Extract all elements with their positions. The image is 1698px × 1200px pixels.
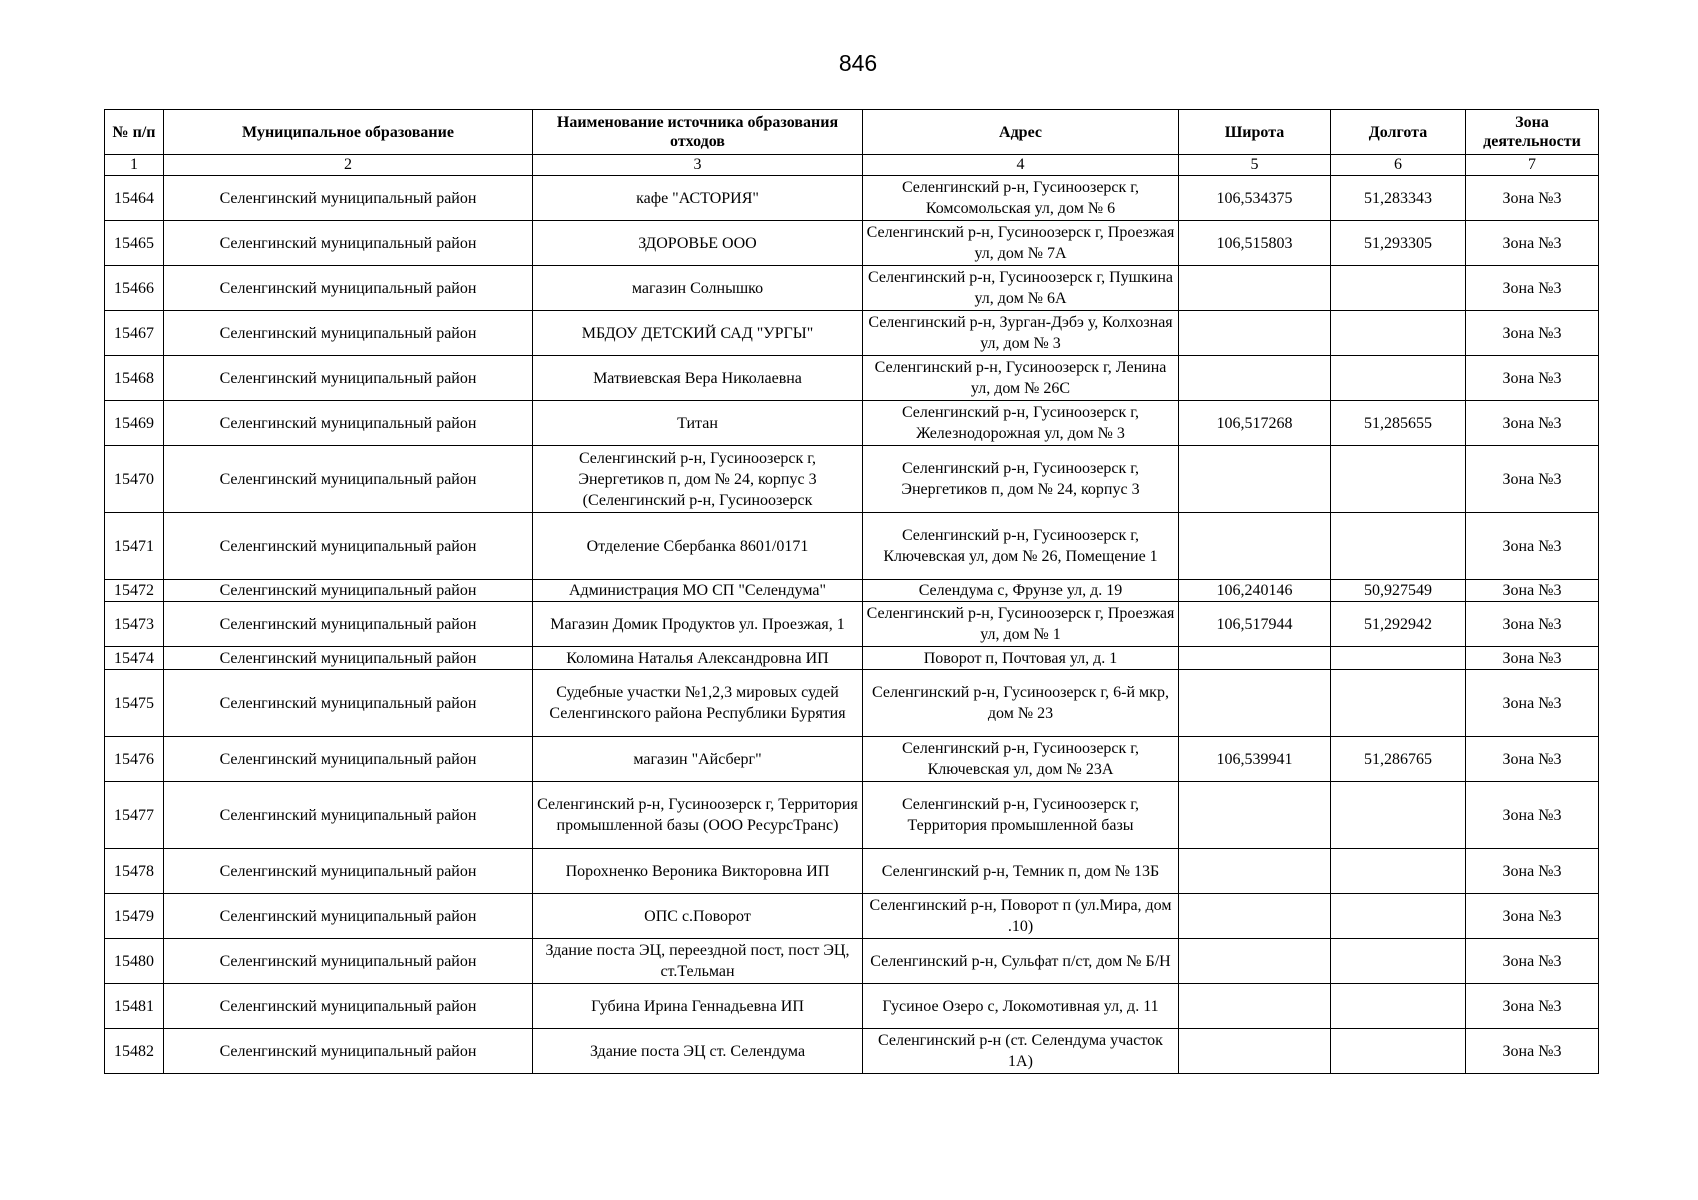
longitude — [1331, 356, 1466, 401]
municipality: Селенгинский муниципальный район — [164, 401, 533, 446]
longitude — [1331, 311, 1466, 356]
zone: Зона №3 — [1466, 356, 1599, 401]
zone: Зона №3 — [1466, 1029, 1599, 1074]
latitude: 106,534375 — [1179, 176, 1331, 221]
table-row — [105, 737, 1599, 782]
source-name: ОПС с.Поворот — [533, 894, 863, 939]
table-row — [105, 221, 1599, 266]
source-name: Отделение Сбербанка 8601/0171 — [533, 513, 863, 580]
municipality: Селенгинский муниципальный район — [164, 939, 533, 984]
longitude — [1331, 647, 1466, 670]
row-number: 15465 — [105, 221, 164, 266]
table-row — [105, 356, 1599, 401]
latitude — [1179, 670, 1331, 737]
address: Селенгинский р-н, Зурган-Дэбэ у, Колхозная ул, дом № 3 — [863, 311, 1179, 356]
zone: Зона №3 — [1466, 939, 1599, 984]
row-number: 15476 — [105, 737, 164, 782]
longitude — [1331, 513, 1466, 580]
municipality: Селенгинский муниципальный район — [164, 580, 533, 602]
latitude — [1179, 311, 1331, 356]
header-latitude: Широта — [1179, 110, 1331, 155]
municipality: Селенгинский муниципальный район — [164, 849, 533, 894]
column-number: 7 — [1466, 155, 1599, 176]
table-header-row — [105, 110, 1599, 155]
address: Селенгинский р-н, Гусиноозерск г, Проезжая ул, дом № 1 — [863, 602, 1179, 647]
longitude — [1331, 782, 1466, 849]
municipality: Селенгинский муниципальный район — [164, 446, 533, 513]
municipality: Селенгинский муниципальный район — [164, 670, 533, 737]
address: Селенгинский р-н, Гусиноозерск г, Ключевская ул, дом № 23А — [863, 737, 1179, 782]
address: Селенгинский р-н, Гусиноозерск г, Проезжая ул, дом № 7А — [863, 221, 1179, 266]
row-number: 15481 — [105, 984, 164, 1029]
municipality: Селенгинский муниципальный район — [164, 221, 533, 266]
address: Гусиное Озеро с, Локомотивная ул, д. 11 — [863, 984, 1179, 1029]
municipality: Селенгинский муниципальный район — [164, 266, 533, 311]
table-row — [105, 894, 1599, 939]
latitude — [1179, 894, 1331, 939]
table-row — [105, 513, 1599, 580]
latitude — [1179, 266, 1331, 311]
municipality: Селенгинский муниципальный район — [164, 176, 533, 221]
longitude: 51,293305 — [1331, 221, 1466, 266]
longitude — [1331, 670, 1466, 737]
address: Селенгинский р-н, Гусиноозерск г, Пушкина ул, дом № 6А — [863, 266, 1179, 311]
header-address: Адрес — [863, 110, 1179, 155]
table-row — [105, 984, 1599, 1029]
source-name: Администрация МО СП "Селендума" — [533, 580, 863, 602]
longitude: 51,292942 — [1331, 602, 1466, 647]
source-name: Здание поста ЭЦ ст. Селендума — [533, 1029, 863, 1074]
source-name: магазин "Айсберг" — [533, 737, 863, 782]
row-number: 15482 — [105, 1029, 164, 1074]
table-row — [105, 446, 1599, 513]
latitude — [1179, 1029, 1331, 1074]
table-row — [105, 266, 1599, 311]
zone: Зона №3 — [1466, 782, 1599, 849]
latitude — [1179, 356, 1331, 401]
municipality: Селенгинский муниципальный район — [164, 311, 533, 356]
municipality: Селенгинский муниципальный район — [164, 602, 533, 647]
address: Поворот п, Почтовая ул, д. 1 — [863, 647, 1179, 670]
header-municipality: Муниципальное образование — [164, 110, 533, 155]
source-name: Губина Ирина Геннадьевна ИП — [533, 984, 863, 1029]
table-row — [105, 647, 1599, 670]
latitude: 106,240146 — [1179, 580, 1331, 602]
latitude — [1179, 984, 1331, 1029]
row-number: 15474 — [105, 647, 164, 670]
table-row — [105, 311, 1599, 356]
latitude — [1179, 513, 1331, 580]
address: Селенгинский р-н, Гусиноозерск г, Энергетиков п, дом № 24, корпус 3 — [863, 446, 1179, 513]
address: Селенгинский р-н (ст. Селендума участок 1А) — [863, 1029, 1179, 1074]
municipality: Селенгинский муниципальный район — [164, 513, 533, 580]
source-name: магазин Солнышко — [533, 266, 863, 311]
longitude — [1331, 266, 1466, 311]
table-row — [105, 782, 1599, 849]
zone: Зона №3 — [1466, 670, 1599, 737]
address: Селенгинский р-н, Темник п, дом № 13Б — [863, 849, 1179, 894]
source-name: ЗДОРОВЬЕ ООО — [533, 221, 863, 266]
zone: Зона №3 — [1466, 602, 1599, 647]
address: Селендума с, Фрунзе ул, д. 19 — [863, 580, 1179, 602]
municipality: Селенгинский муниципальный район — [164, 984, 533, 1029]
column-number: 6 — [1331, 155, 1466, 176]
longitude — [1331, 939, 1466, 984]
zone: Зона №3 — [1466, 176, 1599, 221]
row-number: 15477 — [105, 782, 164, 849]
row-number: 15478 — [105, 849, 164, 894]
longitude — [1331, 984, 1466, 1029]
zone: Зона №3 — [1466, 737, 1599, 782]
longitude — [1331, 894, 1466, 939]
longitude: 51,283343 — [1331, 176, 1466, 221]
source-name: Магазин Домик Продуктов ул. Проезжая, 1 — [533, 602, 863, 647]
zone: Зона №3 — [1466, 446, 1599, 513]
longitude: 50,927549 — [1331, 580, 1466, 602]
source-name: Здание поста ЭЦ, переездной пост, пост ЭЦ, ст.Тельман — [533, 939, 863, 984]
latitude: 106,515803 — [1179, 221, 1331, 266]
latitude: 106,539941 — [1179, 737, 1331, 782]
latitude — [1179, 647, 1331, 670]
municipality: Селенгинский муниципальный район — [164, 782, 533, 849]
longitude — [1331, 1029, 1466, 1074]
page-number: 846 — [838, 50, 878, 76]
municipality: Селенгинский муниципальный район — [164, 894, 533, 939]
table-row — [105, 939, 1599, 984]
longitude: 51,286765 — [1331, 737, 1466, 782]
address: Селенгинский р-н, Гусиноозерск г, Ленина ул, дом № 26С — [863, 356, 1179, 401]
row-number: 15470 — [105, 446, 164, 513]
address: Селенгинский р-н, Гусиноозерск г, Ключевская ул, дом № 26, Помещение 1 — [863, 513, 1179, 580]
table-row — [105, 580, 1599, 602]
source-name: Матвиевская Вера Николаевна — [533, 356, 863, 401]
address: Селенгинский р-н, Сульфат п/ст, дом № Б/Н — [863, 939, 1179, 984]
zone: Зона №3 — [1466, 513, 1599, 580]
municipality: Селенгинский муниципальный район — [164, 356, 533, 401]
header-row-number: № п/п — [105, 110, 164, 155]
table-row — [105, 176, 1599, 221]
waste-sources-table — [104, 109, 1599, 1074]
municipality: Селенгинский муниципальный район — [164, 1029, 533, 1074]
row-number: 15468 — [105, 356, 164, 401]
address: Селенгинский р-н, Гусиноозерск г, Территория промышленной базы — [863, 782, 1179, 849]
header-zone: Зона деятельности — [1466, 110, 1599, 155]
municipality: Селенгинский муниципальный район — [164, 647, 533, 670]
row-number: 15473 — [105, 602, 164, 647]
row-number: 15471 — [105, 513, 164, 580]
zone: Зона №3 — [1466, 849, 1599, 894]
source-name: МБДОУ ДЕТСКИЙ САД "УРГЫ" — [533, 311, 863, 356]
table-row — [105, 401, 1599, 446]
column-number: 1 — [105, 155, 164, 176]
source-name: Селенгинский р-н, Гусиноозерск г, Энергетиков п, дом № 24, корпус 3 (Селенгинский р-н, Гусиноозерск — [533, 446, 863, 513]
latitude — [1179, 446, 1331, 513]
zone: Зона №3 — [1466, 221, 1599, 266]
zone: Зона №3 — [1466, 580, 1599, 602]
zone: Зона №3 — [1466, 894, 1599, 939]
row-number: 15467 — [105, 311, 164, 356]
column-number: 4 — [863, 155, 1179, 176]
source-name: Селенгинский р-н, Гусиноозерск г, Территория промышленной базы (ООО РесурсТранс) — [533, 782, 863, 849]
latitude — [1179, 939, 1331, 984]
column-number: 5 — [1179, 155, 1331, 176]
address: Селенгинский р-н, Поворот п (ул.Мира, дом .10) — [863, 894, 1179, 939]
zone: Зона №3 — [1466, 311, 1599, 356]
latitude — [1179, 782, 1331, 849]
source-name: Коломина Наталья Александровна ИП — [533, 647, 863, 670]
source-name: кафе "АСТОРИЯ" — [533, 176, 863, 221]
latitude: 106,517268 — [1179, 401, 1331, 446]
table-row — [105, 602, 1599, 647]
address: Селенгинский р-н, Гусиноозерск г, Комсомольская ул, дом № 6 — [863, 176, 1179, 221]
longitude — [1331, 849, 1466, 894]
address: Селенгинский р-н, Гусиноозерск г, Железнодорожная ул, дом № 3 — [863, 401, 1179, 446]
longitude — [1331, 446, 1466, 513]
column-number: 3 — [533, 155, 863, 176]
latitude — [1179, 849, 1331, 894]
source-name: Титан — [533, 401, 863, 446]
row-number: 15472 — [105, 580, 164, 602]
address: Селенгинский р-н, Гусиноозерск г, 6-й мкр, дом № 23 — [863, 670, 1179, 737]
row-number: 15469 — [105, 401, 164, 446]
source-name: Судебные участки №1,2,3 мировых судей Селенгинского района Республики Бурятия — [533, 670, 863, 737]
latitude: 106,517944 — [1179, 602, 1331, 647]
source-name: Порохненко Вероника Викторовна ИП — [533, 849, 863, 894]
header-source-name: Наименование источника образования отходов — [533, 110, 863, 155]
row-number: 15466 — [105, 266, 164, 311]
zone: Зона №3 — [1466, 984, 1599, 1029]
row-number: 15464 — [105, 176, 164, 221]
zone: Зона №3 — [1466, 266, 1599, 311]
zone: Зона №3 — [1466, 401, 1599, 446]
table-row — [105, 849, 1599, 894]
row-number: 15475 — [105, 670, 164, 737]
table-row — [105, 1029, 1599, 1074]
row-number: 15480 — [105, 939, 164, 984]
header-longitude: Долгота — [1331, 110, 1466, 155]
table-row — [105, 670, 1599, 737]
row-number: 15479 — [105, 894, 164, 939]
column-number: 2 — [164, 155, 533, 176]
zone: Зона №3 — [1466, 647, 1599, 670]
column-number-row — [105, 155, 1599, 176]
municipality: Селенгинский муниципальный район — [164, 737, 533, 782]
longitude: 51,285655 — [1331, 401, 1466, 446]
